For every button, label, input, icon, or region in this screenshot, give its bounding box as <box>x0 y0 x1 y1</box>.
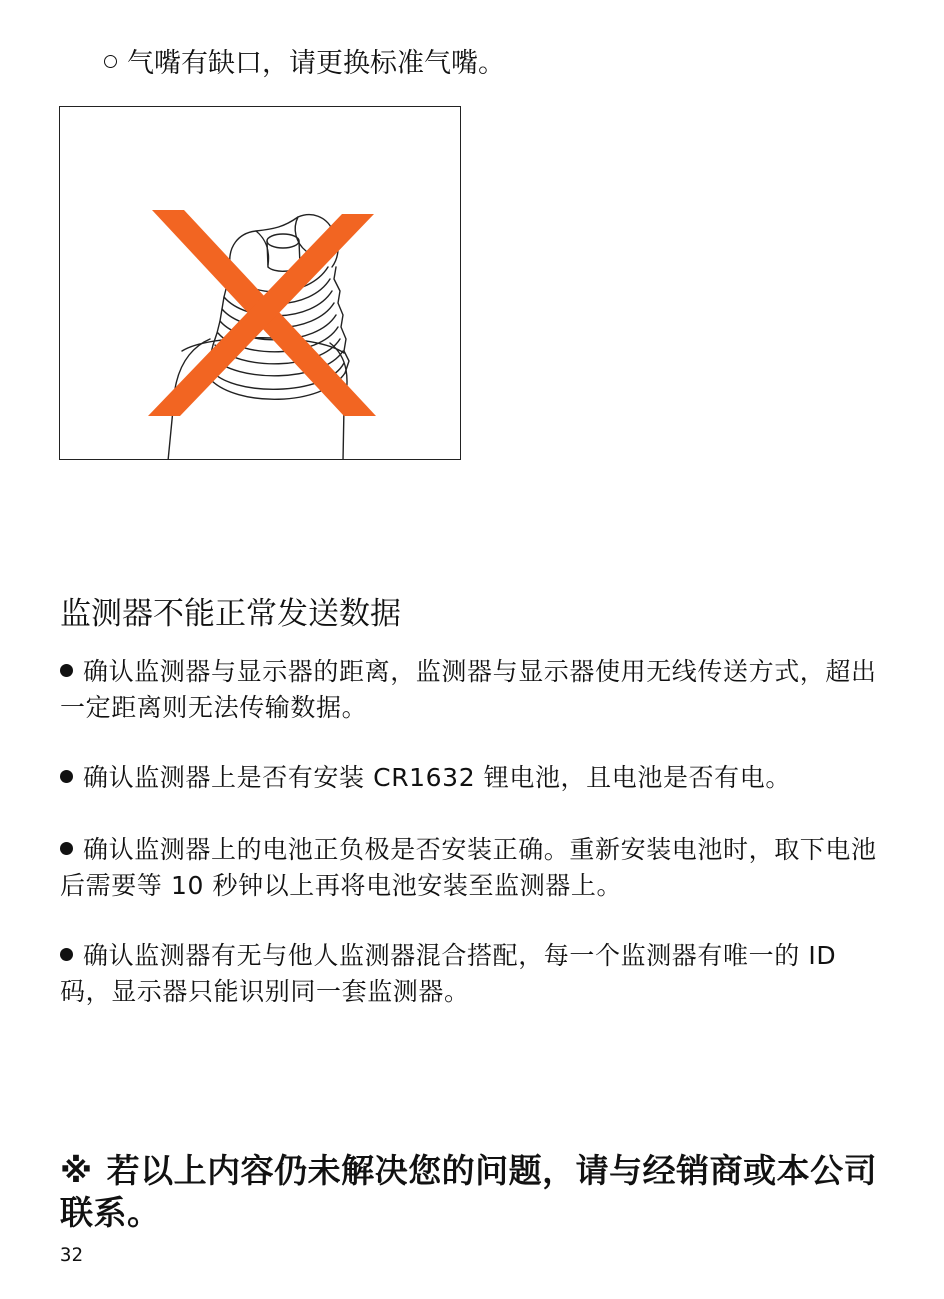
section-title: 监测器不能正常发送数据 <box>60 596 401 632</box>
bullet-icon <box>60 770 73 783</box>
paragraph-text: 确认监测器与显示器的距离，监测器与显示器使用无线传送方式，超出一定距离则无法传输数据。 <box>60 657 877 722</box>
damaged-valve-stem-illustration <box>60 107 461 460</box>
bullet-icon <box>60 948 73 961</box>
paragraph-text: 确认监测器上的电池正负极是否安装正确。重新安装电池时，取下电池后需要等 10 秒钟以上再将电池安装至监测器上。 <box>60 835 877 900</box>
list-item <box>60 760 890 796</box>
tip-text: 气嘴有缺口，请更换标准气嘴。 <box>127 48 505 79</box>
bullet-icon <box>60 842 73 855</box>
contact-note <box>60 1150 880 1234</box>
hollow-circle-icon <box>104 55 117 68</box>
paragraph-text: 确认监测器有无与他人监测器混合搭配，每一个监测器有唯一的 ID 码，显示器只能识别同一套监测器。 <box>60 941 837 1006</box>
note-text: 若以上内容仍未解决您的问题，请与经销商或本公司联系。 <box>60 1151 878 1232</box>
reference-mark: ※ <box>60 1151 93 1190</box>
list-item <box>60 832 890 904</box>
page-number: 32 <box>60 1244 83 1266</box>
valve-stem-figure <box>59 106 461 460</box>
bullet-icon <box>60 664 73 677</box>
list-item <box>60 654 890 726</box>
tip-line <box>104 44 505 84</box>
list-item <box>60 938 890 1010</box>
paragraph-text: 确认监测器上是否有安装 CR1632 锂电池，且电池是否有电。 <box>83 763 791 792</box>
